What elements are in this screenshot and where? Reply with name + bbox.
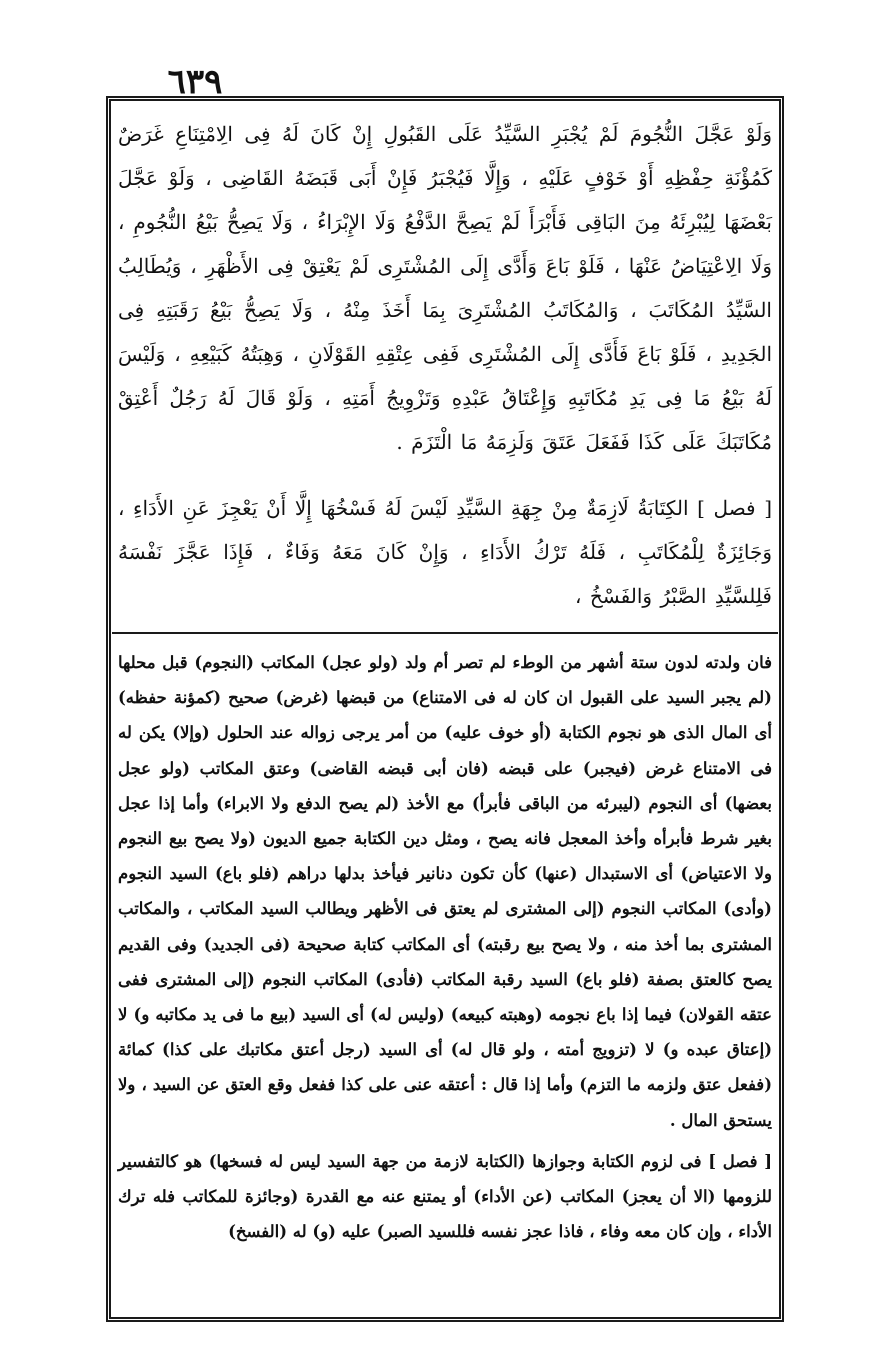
commentary-text-block bbox=[118, 645, 772, 1313]
section-divider bbox=[112, 632, 778, 634]
matn-text-block bbox=[118, 112, 772, 620]
page-number: ٦٣٩ bbox=[167, 62, 223, 102]
matn-paragraph: وَلَوْ عَجَّلَ النُّجُومَ لَمْ يُجْبَرِ السَّيِّدُ عَلَى القَبُولِ إِنْ كَانَ لَهُ فِى الِامْتِنَاعِ غَرَضٌ كَمُؤْنَةِ حِفْظِهِ أَوْ خَوْفٍ عَلَيْهِ ، وَإِلَّا فَيُجْبَرُ فَإِنْ أَبَى قَبَضَهُ القَاضِى ، وَلَوْ عَجَّلَ بَعْضَهَا لِيُبْرِئَهُ مِنَ البَاقِى فَأَبْرَأَ لَمْ يَصِحَّ الدَّفْعُ وَلَا الإِبْرَاءُ ، وَلَا يَصِحُّ بَيْعُ النُّجُومِ ، وَلَا الِاعْتِيَاضُ عَنْهَا ، فَلَوْ بَاعَ وَأَدَّى إِلَى المُشْتَرِى لَمْ يَعْتِقْ فِى الأَظْهَرِ ، وَيُطَالِبُ السَّيِّدُ المُكَاتَبَ ، وَالمُكَاتَبُ المُشْتَرِىَ بِمَا أَخَذَ مِنْهُ ، وَلَا يَصِحُّ بَيْعُ رَقَبَتِهِ فِى الجَدِيدِ ، فَلَوْ بَاعَ فَأَدَّى إِلَى المُشْتَرِى فَفِى عِتْقِهِ القَوْلَانِ ، وَهِبَتُهُ كَبَيْعِهِ ، وَلَيْسَ لَهُ بَيْعُ مَا فِى يَدِ مُكَاتَبِهِ وَإِعْتَاقُ عَبْدِهِ وَتَزْوِيجُ أَمَتِهِ ، وَلَوْ قَالَ لَهُ رَجُلٌ أَعْتِقْ مُكَاتَبَكَ عَلَى كَذَا فَفَعَلَ عَتَقَ وَلَزِمَهُ مَا الْتَزَمَ . bbox=[118, 122, 772, 454]
commentary-fasl-paragraph: [ فصل ] فى لزوم الكتابة وجوازها (الكتابة لازمة من جهة السيد ليس له فسخها) هو كالتفسير للزومها (الا أن يعجز) المكاتب (عن الأداء) أو يمتنع عنه مع القدرة (وجائزة للمكاتب فله ترك الأداء ، وإن كان معه وفاء ، فاذا عجز نفسه فللسيد الصبر) عليه (و) له (الفسخ) bbox=[118, 1151, 772, 1242]
commentary-paragraph: فان ولدته لدون ستة أشهر من الوطء لم تصر أم ولد (ولو عجل) المكاتب (النجوم) قبل محلها (لم يجبر السيد على القبول ان كان له فى الامتناع) من قبضها (غرض) صحيح (كمؤنة حفظه) أى المال الذى هو نجوم الكتابة (أو خوف عليه) من أمر يرجى زواله عند الحلول (وإلا) يكن له فى الامتناع غرض (فيجبر) على قبضه (فان أبى قبضه القاضى) وعتق المكاتب (ولو عجل بعضها) أى النجوم (ليبرئه من الباقى فأبرأ) مع الأخذ (لم يصح الدفع ولا الابراء) وأما إذا عجل بغير شرط فأبرأه وأخذ المعجل فانه يصح ، ومثل دين الكتابة جميع الديون (ولا يصح بيع النجوم ولا الاعتياض) أى الاستبدال (عنها) كأن تكون دنانير فيأخذ بدلها دراهم (فلو باع) السيد النجوم (وأدى) المكاتب النجوم (إلى المشترى لم يعتق فى الأظهر ويطالب السيد المكاتب ، والمكاتب المشترى بما أخذ منه ، ولا يصح بيع رقبته) أى المكاتب كتابة صحيحة (فى الجديد) وفى القديم يصح كالعتق بصفة (فلو باع) السيد رقبة المكاتب (فأدى) المكاتب النجوم (إلى المشترى ففى عتقه القولان) فيما إذا باع نجومه (وهبته كبيعه) (وليس له) أى السيد (بيع ما فى يد مكاتبه و) لا (إعتاق عبده و) لا (تزويج أمته ، ولو قال له) أى السيد (رجل أعتق مكاتبك على كذا) كمائة (ففعل عتق ولزمه ما التزم) وأما إذا قال : أعتقه عنى على كذا ففعل وقع العتق عن السيد ، ولا يستحق المال . bbox=[118, 653, 772, 1130]
matn-fasl-paragraph: [ فصل ] الكِتَابَةُ لَازِمَةٌ مِنْ جِهَةِ السَّيِّدِ لَيْسَ لَهُ فَسْخُهَا إِلَّا أَنْ يَعْجِزَ عَنِ الأَدَاءِ ، وَجَائِزَةٌ لِلْمُكَاتَبِ ، فَلَهُ تَرْكُ الأَدَاءِ ، وَإِنْ كَانَ مَعَهُ وَفَاءٌ ، فَإِذَا عَجَّزَ نَفْسَهُ فَلِلسَّيِّدِ الصَّبْرُ وَالفَسْخُ ، bbox=[118, 496, 772, 608]
